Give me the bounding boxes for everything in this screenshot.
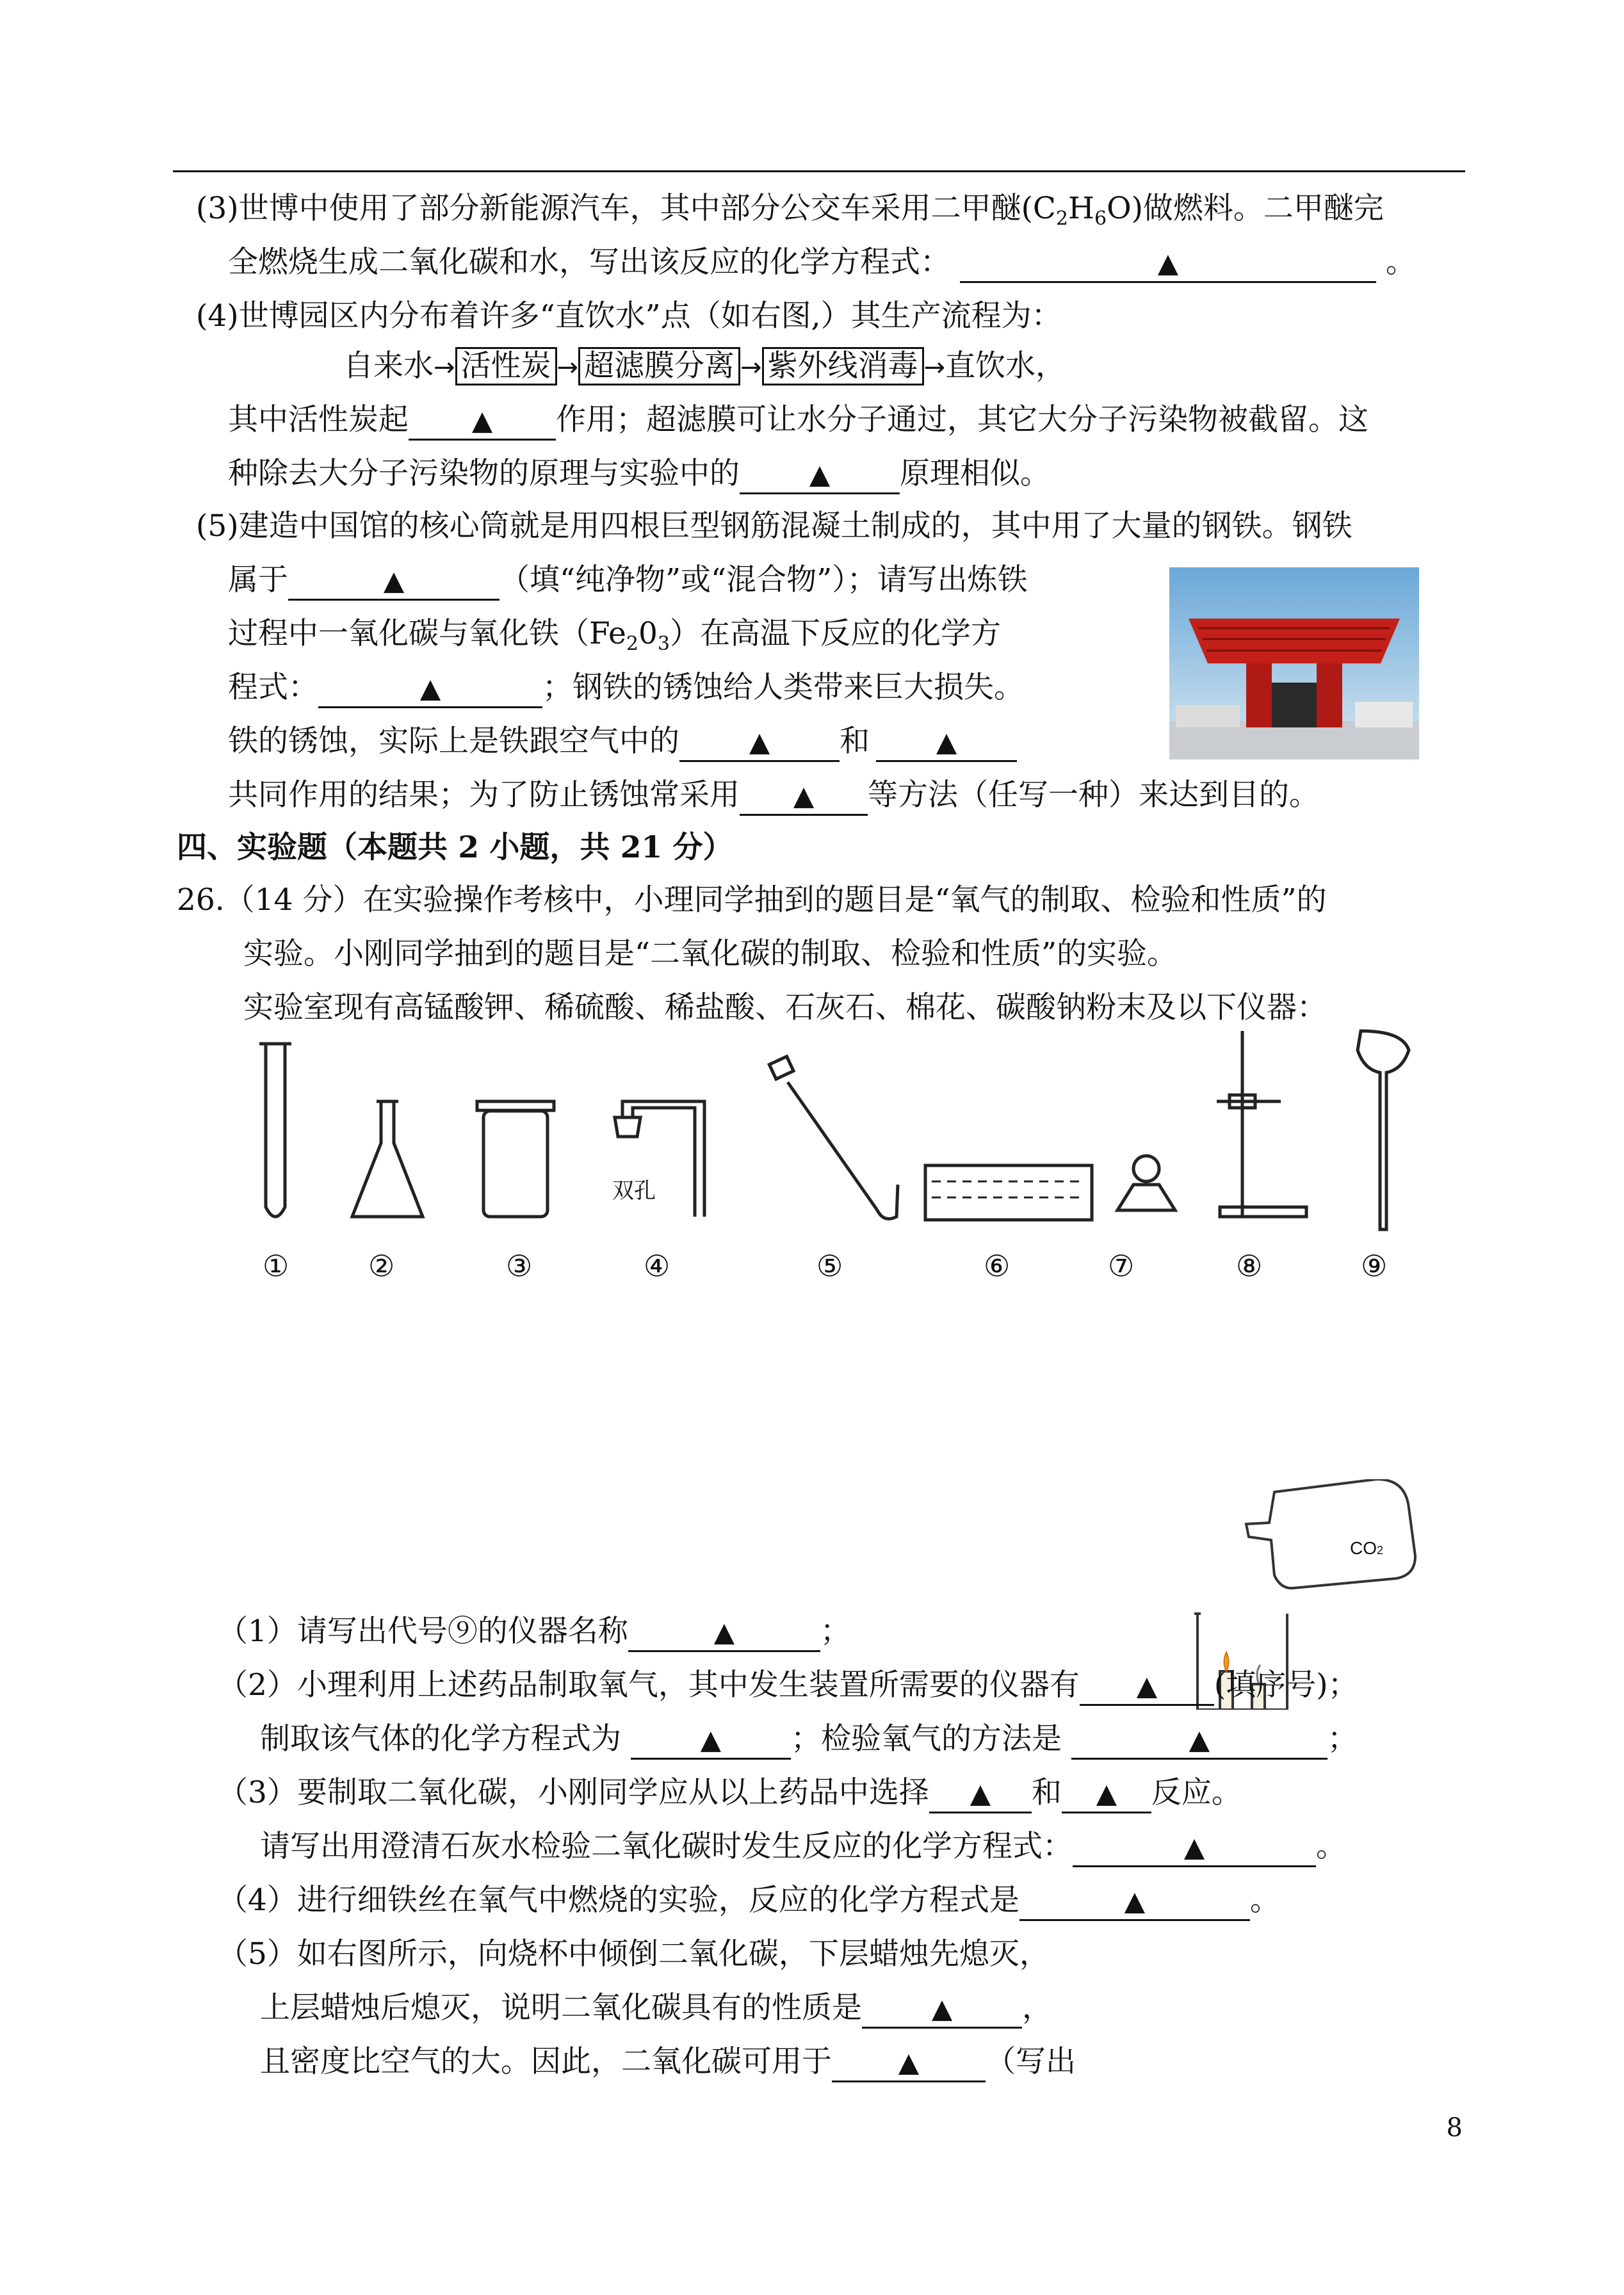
answer-blank[interactable] [1019,1883,1250,1921]
text: ；钢铁的锈蚀给人类带来巨大损失。 [542,670,1024,705]
text: 反应。 [1151,1775,1242,1810]
text: 。 [1316,1829,1346,1864]
subscript: 2 [626,633,638,655]
text: 上层蜡烛后熄灭，说明二氧化碳具有的性质是 [260,1990,862,2025]
q26-s5-line3 [260,2043,1076,2082]
text: （写出 [986,2044,1076,2079]
text: ； [1327,1721,1358,1756]
q3-line1 [196,190,1384,238]
text: 等方法（任写一种）来达到目的。 [868,777,1319,813]
text: （2）小理利用上述药品制取氧气，其中发生装置所需要的仪器有 [218,1667,1080,1703]
answer-blank[interactable] [929,1775,1032,1813]
text: (填序号)； [1214,1667,1358,1703]
triangle-icon: ▲ [1136,1670,1158,1701]
q26-s3 [218,1774,1242,1813]
text: (3)世博中使用了部分新能源汽车，其中部分公交车采用二甲醚(C [196,191,1056,226]
triangle-icon: ▲ [936,726,957,758]
q26-s5 [218,1935,1050,1974]
answer-blank[interactable] [631,1721,791,1760]
text: 请写出用澄清石灰水检验二氧化碳时发生反应的化学方程式： [260,1829,1073,1864]
text: 原理相似。 [900,456,1050,491]
triangle-icon: ▲ [1124,1885,1146,1917]
test-tube-icon [259,1044,291,1217]
apparatus-label-8: ⑧ [1236,1249,1263,1283]
q3-line2 [228,243,1416,283]
q26-s5-line2 [260,1989,1052,2029]
text: 制取该气体的化学方程式为 [260,1721,621,1756]
answer-blank[interactable] [740,456,900,494]
text: 且密度比空气的大。因此，二氧化碳可用于 [260,2044,832,2079]
text: 实验。小刚同学抽到的题目是“二氧化碳的制取、检验和性质”的实验。 [243,936,1178,971]
triangle-icon: ▲ [809,458,831,490]
q26-s4 [218,1881,1280,1921]
q26-line2 [243,935,1177,973]
water-trough-icon [925,1165,1092,1220]
q4-line3 [228,401,1368,441]
q26-s3-line2 [260,1828,1346,1867]
text: (4)世博园区内分布着许多“直饮水”点（如右图,）其生产流程为： [196,298,1062,334]
answer-blank[interactable] [1062,1775,1151,1813]
subscript: 2 [1055,207,1068,230]
text: 作用；超滤膜可让水分子通过，其它大分子污染物被截留。这 [556,402,1368,437]
triangle-icon: ▲ [749,726,770,758]
q4-line4 [228,455,1050,494]
arrow-icon: → [556,353,579,382]
top-rule [173,170,1465,172]
text: 过程中一氧化碳与氧化铁（Fe [228,616,626,651]
long-neck-funnel-icon [1358,1031,1409,1229]
apparatus-label-6: ⑥ [984,1249,1011,1283]
q4-flow [343,347,1066,387]
text: 。 [1385,245,1416,280]
text: 其中活性炭起 [228,402,409,437]
text: （1）请写出代号⑨的仪器名称 [218,1614,628,1649]
text: 共同作用的结果；为了防止锈蚀常采用 [228,777,740,813]
apparatus-label-7: ⑦ [1108,1249,1135,1283]
text: 全燃烧生成二氧化碳和水，写出该反应的化学方程式： [228,245,950,280]
triangle-icon: ▲ [471,405,493,436]
flow-box: 超滤膜分离 [578,347,740,385]
triangle-icon: ▲ [793,780,815,811]
conical-flask-icon [352,1101,423,1217]
answer-blank[interactable] [628,1614,820,1652]
text: 种除去大分子污染物的原理与实验中的 [228,456,740,491]
text: 铁的锈蚀，实际上是铁跟空气中的 [228,724,679,759]
flow-step: 自来水 [343,348,434,384]
text: 四、实验题（本题共 2 小题，共 21 分） [177,830,733,865]
delivery-tube-icon [769,1057,898,1219]
text: 。 [1249,1883,1280,1918]
subscript: 6 [1094,207,1107,230]
text: 和 [1031,1775,1062,1810]
apparatus-label-2: ② [368,1249,395,1283]
alcohol-lamp-icon [1117,1156,1175,1210]
text: ）在高温下反应的化学方 [669,616,1001,651]
q5-line3 [228,615,1001,663]
triangle-icon: ▲ [931,1993,953,2024]
text: 26.（14 分）在实验操作考核中，小理同学抽到的题目是“氧气的制取、检验和性质”的 [177,882,1327,918]
text: ； [820,1614,850,1649]
text: H [1068,191,1094,226]
gas-jar-icon [477,1101,554,1217]
q26-s2-line2 [260,1720,1358,1760]
q5-line6 [228,776,1319,816]
co2-label [1350,1538,1383,1559]
subscript: 2 [1377,1544,1384,1557]
text: （3）要制取二氧化碳，小刚同学应从以上药品中选择 [218,1775,929,1810]
arrow-icon: → [434,353,455,382]
text: ， [1022,1990,1052,2025]
answer-blank[interactable] [288,562,499,601]
answer-blank[interactable] [740,777,868,816]
text: 程式： [228,670,318,705]
q26-s2 [218,1666,1358,1706]
triangle-icon: ▲ [713,1616,735,1648]
flow-box: 活性炭 [455,347,557,385]
text: ；检验氧气的方法是 [790,1721,1062,1756]
triangle-icon: ▲ [419,672,441,704]
subscript: 3 [657,633,670,655]
triangle-icon: ▲ [383,565,405,596]
text: （4）进行细铁丝在氧气中燃烧的实验，反应的化学方程式是 [218,1883,1019,1918]
answer-blank[interactable] [832,2044,986,2082]
arrow-icon: → [923,353,946,382]
apparatus-label-3: ③ [506,1249,533,1283]
text: （5）如右图所示，向烧杯中倾倒二氧化碳，下层蜡烛先熄灭， [218,1936,1050,1972]
q26-s1 [218,1612,850,1652]
apparatus-label-9: ⑨ [1361,1249,1388,1283]
answer-blank[interactable] [318,670,542,708]
q5-line4 [228,669,1024,708]
answer-blank[interactable] [1080,1667,1214,1706]
apparatus-label-1: ① [263,1249,289,1283]
china-pavilion-photo [1169,567,1419,759]
answer-blank[interactable] [876,724,1017,762]
q4-line1 [196,297,1062,336]
text: 属于 [228,562,288,597]
answer-blank[interactable] [960,245,1376,283]
text: 和 [840,724,870,759]
q26-line1 [177,881,1327,920]
stopper-label: 双孔 [612,1178,656,1204]
q5-line1 [196,507,1352,546]
text: (5)建造中国馆的核心筒就是用四根巨型钢筋混凝土制成的，其中用了大量的钢铁。钢铁 [196,508,1352,544]
text: （填“纯净物”或“混合物”）；请写出炼铁 [499,562,1028,597]
text: O)做燃料。二甲醚完 [1107,191,1384,226]
triangle-icon: ▲ [1189,1724,1210,1755]
answer-blank[interactable] [1073,1829,1316,1867]
flow-box: 紫外线消毒 [762,347,924,385]
triangle-icon: ▲ [1183,1831,1205,1863]
section-title [177,829,733,867]
triangle-icon: ▲ [1157,247,1179,279]
text: CO [1350,1538,1377,1558]
arrow-icon: → [740,353,762,382]
q5-line2 [228,561,1028,601]
page-number: 8 [1446,2113,1463,2143]
flow-step: 直饮水， [945,348,1066,384]
triangle-icon: ▲ [970,1778,991,1809]
apparatus-label-5: ⑤ [816,1249,843,1283]
q5-line5 [228,722,1017,762]
triangle-icon: ▲ [1096,1778,1117,1809]
answer-blank[interactable] [862,1990,1022,2029]
text: 实验室现有高锰酸钾、稀硫酸、稀盐酸、石灰石、棉花、碳酸钠粉末及以下仪器： [243,990,1327,1025]
text: 0 [638,616,658,651]
answer-blank[interactable] [679,724,840,762]
triangle-icon: ▲ [700,1724,722,1755]
apparatus-label-4: ④ [644,1249,670,1283]
triangle-icon: ▲ [898,2047,920,2078]
answer-blank[interactable] [409,402,556,441]
answer-blank[interactable] [1071,1721,1328,1760]
q26-line3 [243,989,1327,1027]
iron-stand-icon [1217,1031,1306,1217]
